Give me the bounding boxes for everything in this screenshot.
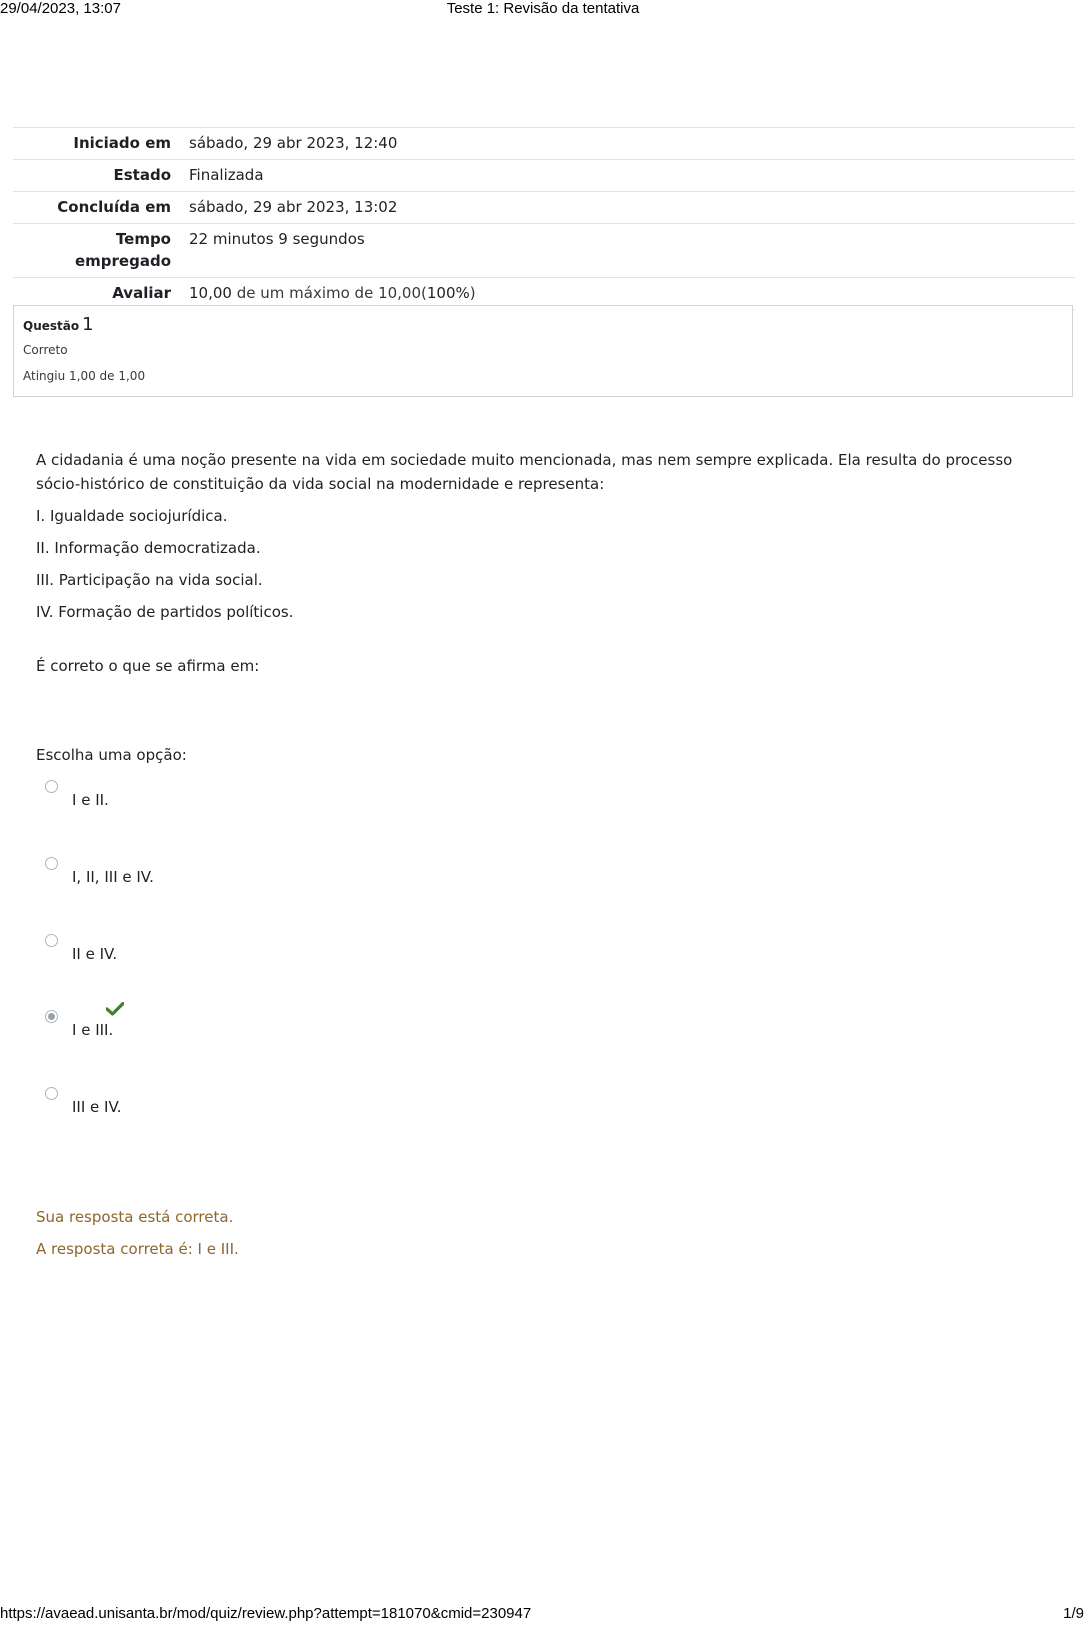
right-answer: A resposta correta é: I e III.	[36, 1240, 239, 1258]
question-label: Questão	[23, 319, 80, 333]
print-datetime: 29/04/2023, 13:07	[0, 0, 121, 17]
answer-radio-4[interactable]	[45, 1010, 58, 1023]
print-header	[0, 0, 1086, 20]
answer-option-3[interactable]	[42, 934, 342, 974]
print-footer	[0, 1605, 1086, 1625]
answer-radio-1[interactable]	[45, 780, 58, 793]
grade-percent: 100%	[426, 284, 470, 302]
print-page-title: Teste 1: Revisão da tentativa	[446, 0, 640, 17]
time-value: 22 minutos 9 segundos	[189, 230, 365, 248]
check-icon	[106, 1002, 124, 1016]
time-label-line-1: Tempo	[115, 230, 171, 248]
answer-option-1[interactable]	[42, 780, 342, 820]
attempt-summary-table	[13, 127, 1075, 310]
started-value: sábado, 29 abr 2023, 12:40	[189, 134, 398, 152]
question-number	[23, 314, 1063, 335]
answer-label-4: I e III.	[72, 1021, 114, 1039]
print-url: https://avaead.unisanta.br/mod/quiz/review.php?attempt=181070&cmid=230947	[0, 1605, 532, 1622]
answer-radio-5[interactable]	[45, 1087, 58, 1100]
question-intro: A cidadania é uma noção presente na vida em sociedade muito mencionada, mas nem sempre explicada. Ela resulta do processo sócio-histórico de constituição da vida social na modernidade e representa:	[36, 451, 1013, 493]
time-label-line-2: empregado	[74, 252, 171, 270]
question-grade: Atingiu 1,00 de 1,00	[23, 369, 146, 383]
summary-row-time	[13, 224, 1075, 278]
answer-option-5[interactable]	[42, 1087, 342, 1127]
started-label: Iniciado em	[73, 134, 171, 152]
question-ask: É correto o que se afirma em:	[36, 657, 260, 675]
statement-iii: III. Participação na vida social.	[36, 571, 263, 589]
time-label	[13, 224, 181, 278]
statement-i: I. Igualdade sociojurídica.	[36, 507, 228, 525]
question-info-box	[13, 305, 1073, 397]
state-value: Finalizada	[189, 166, 264, 184]
answer-radio-2[interactable]	[45, 857, 58, 870]
completed-value: sábado, 29 abr 2023, 13:02	[189, 198, 398, 216]
answer-label-3: II e IV.	[72, 945, 118, 963]
feedback-message: Sua resposta está correta.	[36, 1208, 234, 1226]
answer-option-2[interactable]	[42, 857, 342, 897]
print-page-number: 1/9	[1063, 1605, 1084, 1622]
grade-score: 10,00	[189, 284, 232, 302]
grade-close: )	[469, 284, 476, 302]
answer-prompt: Escolha uma opção:	[36, 746, 187, 764]
statement-ii: II. Informação democratizada.	[36, 539, 261, 557]
answer-label-1: I e II.	[72, 791, 109, 809]
statement-iv: IV. Formação de partidos políticos.	[36, 603, 294, 621]
answer-radio-3[interactable]	[45, 934, 58, 947]
grade-text: de um máximo de 10,00(	[236, 284, 427, 302]
summary-row-started	[13, 128, 1075, 160]
answer-label-5: III e IV.	[72, 1098, 122, 1116]
summary-row-completed	[13, 192, 1075, 224]
completed-label: Concluída em	[57, 198, 171, 216]
summary-row-state	[13, 160, 1075, 192]
answer-option-4[interactable]	[42, 1010, 342, 1050]
answer-label-2: I, II, III e IV.	[72, 868, 154, 886]
question-state: Correto	[23, 343, 68, 357]
state-label: Estado	[113, 166, 171, 184]
question-number-value: 1	[82, 314, 94, 335]
question-text	[36, 448, 1046, 686]
grade-label: Avaliar	[112, 284, 171, 302]
